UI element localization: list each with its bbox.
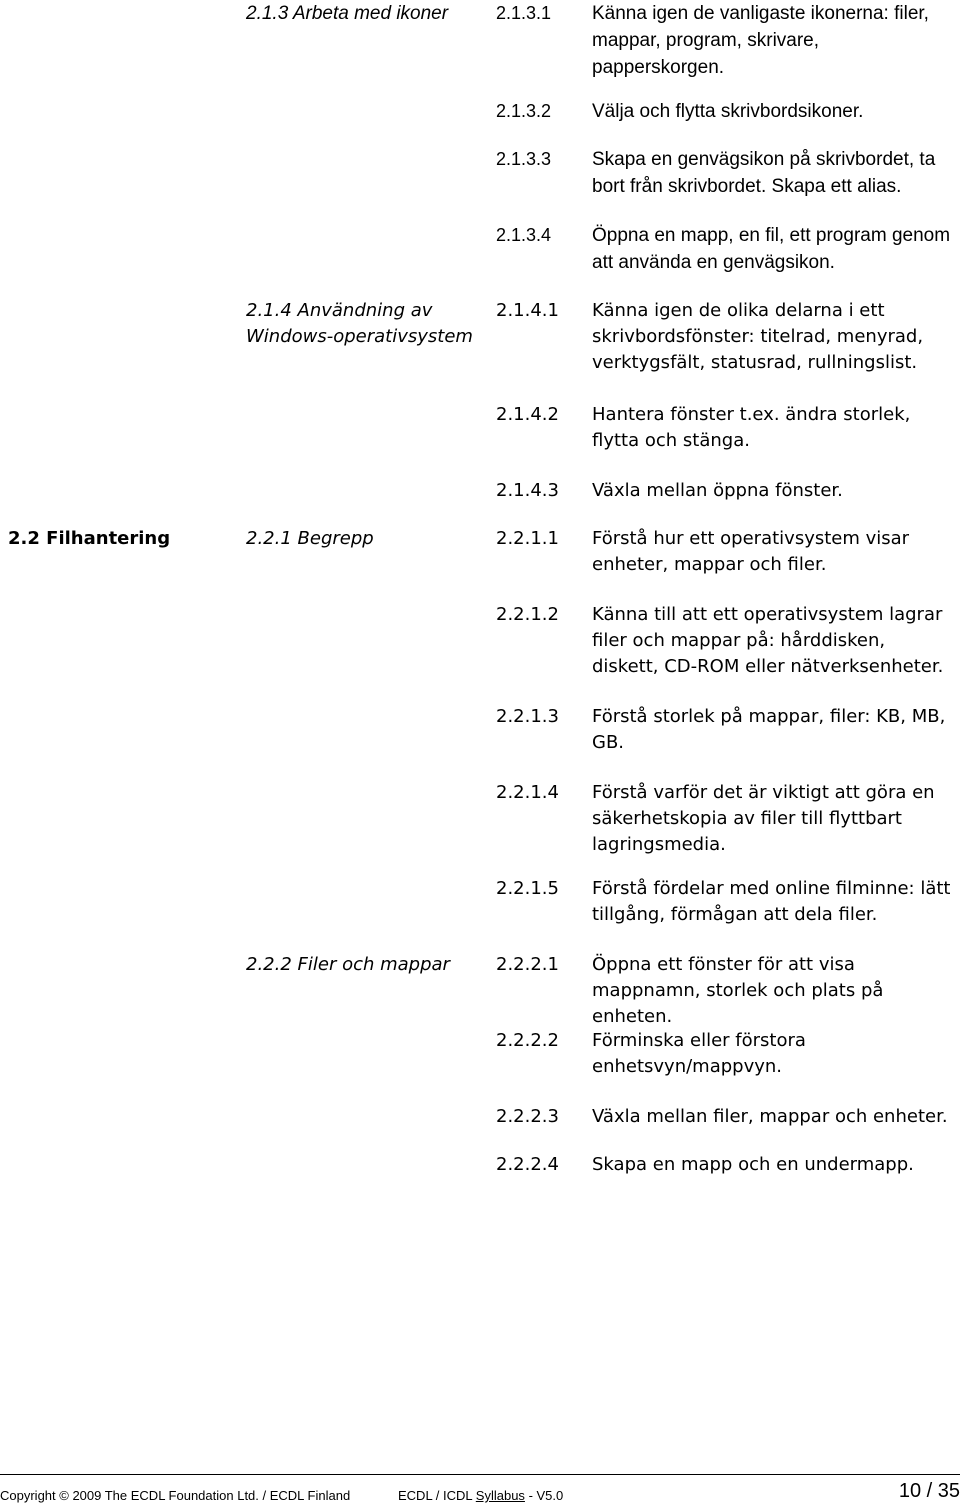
item-text: Förstå storlek på mappar, filer: KB, MB, GB. (592, 706, 946, 753)
page-number: 10 / 35 (898, 1480, 960, 1502)
item-text: Känna till att ett operativsystem lagrar filer och mappar på: hårddisken, diskett, CD-ROM eller nätverksenheter. (592, 604, 944, 677)
syllabus-row (0, 98, 960, 138)
item-ref: 2.1.4.1 (496, 300, 559, 321)
syllabus-row (0, 876, 960, 925)
item-ref: 2.1.4.2 (496, 404, 559, 425)
item-text: Öppna en mapp, en fil, ett program genom att använda en genvägsikon. (592, 225, 951, 273)
syllabus-row (0, 146, 960, 197)
syllabus-row (0, 298, 960, 373)
item-ref: 2.1.3.3 (496, 149, 552, 169)
syllabus-row (0, 0, 960, 78)
item-text: Förstå fördelar med online filminne: lätt tillgång, förmågan att dela filer. (592, 878, 951, 925)
item-ref: 2.2.2.3 (496, 1106, 559, 1127)
item-ref: 2.2.2.1 (496, 954, 559, 975)
syllabus-row (0, 222, 960, 273)
item-ref: 2.2.2.4 (496, 1154, 559, 1175)
item-text: Växla mellan filer, mappar och enheter. (592, 1106, 948, 1127)
item-text: Förstå varför det är viktigt att göra en säkerhetskopia av filer till flyttbart lagringsmedia. (592, 782, 935, 855)
item-ref: 2.2.1.1 (496, 528, 559, 549)
item-ref: 2.2.1.5 (496, 878, 559, 899)
footer-divider (0, 1474, 960, 1475)
item-text: Öppna ett fönster för att visa mappnamn, storlek och plats på enheten. (592, 954, 884, 1027)
footer-syllabus-prefix: ECDL / ICDL (398, 1488, 473, 1503)
item-ref: 2.2.1.3 (496, 706, 559, 727)
footer-copyright: Copyright © 2009 The ECDL Foundation Ltd. / ECDL Finland (0, 1488, 351, 1503)
syllabus-row (0, 1028, 960, 1077)
item-text: Förstå hur ett operativsystem visar enheter, mappar och filer. (592, 528, 910, 575)
item-ref: 2.1.3.4 (496, 225, 552, 245)
syllabus-row (0, 780, 960, 855)
item-text: Hantera fönster t.ex. ändra storlek, flytta och stänga. (592, 404, 911, 451)
syllabus-row (0, 952, 960, 1027)
syllabus-row (0, 1104, 960, 1144)
footer-syllabus-link: Syllabus (475, 1488, 525, 1503)
item-text: Växla mellan öppna fönster. (592, 480, 843, 501)
syllabus-row (0, 478, 960, 518)
subsection-heading: 2.1.3 Arbeta med ikoner (246, 3, 449, 24)
item-text: Känna igen de olika delarna i ett skrivbordsfönster: titelrad, menyrad, verktygsfält, statusrad, rullningslist. (592, 300, 924, 373)
syllabus-row (0, 402, 960, 451)
section-heading: 2.2 Filhantering (8, 528, 171, 549)
footer-syllabus-suffix: - V5.0 (528, 1488, 564, 1503)
page-footer (0, 1474, 960, 1505)
syllabus-row (0, 1152, 960, 1192)
syllabus-row (0, 602, 960, 677)
item-ref: 2.2.1.2 (496, 604, 559, 625)
item-text: Förminska eller förstora enhetsvyn/mappvyn. (592, 1030, 806, 1077)
subsection-heading: 2.2.1 Begrepp (246, 528, 374, 549)
subsection-heading: 2.2.2 Filer och mappar (246, 954, 450, 975)
footer-syllabus (398, 1488, 563, 1503)
item-ref: 2.2.1.4 (496, 782, 559, 803)
item-text: Känna igen de vanligaste ikonerna: filer, mappar, program, skrivare, papperskorgen. (592, 3, 929, 78)
item-text: Välja och flytta skrivbordsikoner. (592, 101, 864, 122)
syllabus-row (0, 526, 960, 575)
item-text: Skapa en mapp och en undermapp. (592, 1154, 914, 1175)
item-ref: 2.1.4.3 (496, 480, 559, 501)
item-text: Skapa en genvägsikon på skrivbordet, ta bort från skrivbordet. Skapa ett alias. (592, 149, 936, 197)
syllabus-row (0, 704, 960, 753)
subsection-heading: 2.1.4 Användning av Windows-operativsystem (246, 300, 473, 347)
item-ref: 2.2.2.2 (496, 1030, 559, 1051)
item-ref: 2.1.3.1 (496, 3, 552, 23)
item-ref: 2.1.3.2 (496, 101, 552, 121)
